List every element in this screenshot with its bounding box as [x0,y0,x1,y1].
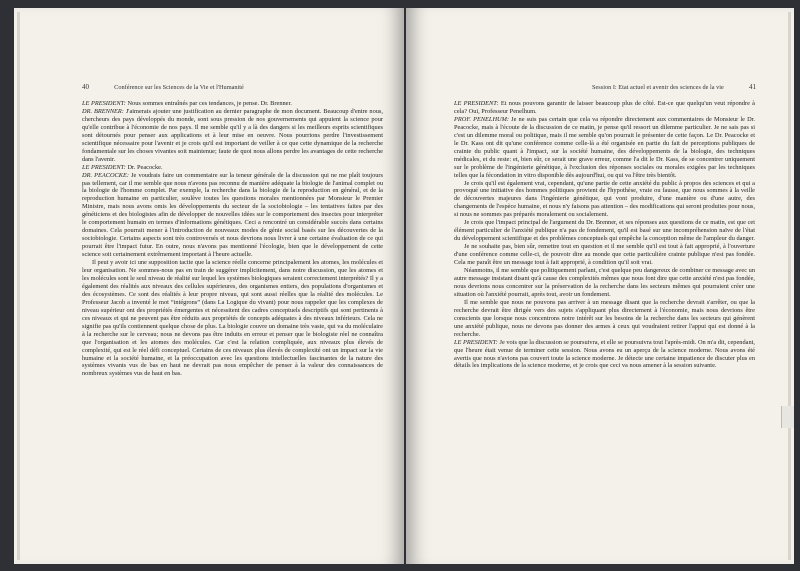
speaker-label: LE PRESIDENT: [454,100,499,107]
speaker-label: DR. BRENNER: [82,107,124,115]
paragraph [454,100,755,116]
speaker-label: LE PRESIDENT: [454,338,498,346]
page-edges [788,12,791,560]
paragraph-text: J'aimerais ajouter une justification au dernier paragraphe de mon document. Beaucoup d'entre nous, chercheurs des pays développés du monde, sont sous pression de nos gouvernements qui appuient la science pour qu'elle contribue à l'économie de nos pays. Il me semble qu'il y a là des dangers si les meilleurs esprits scientifiques sont détournés pour penser aux applications et à leur mise en oeuvre. Nous pourrions perdre l'investissement scientifique nécessaire pour l'avenir et je crois qu'il est important de veiller à ce que cette dynamique de la recherche fondamentale sur les choses vivantes soit maintenue; faute de quoi nous allons perdre les avantages de cette recherche dans l'avenir. [82,107,383,163]
paragraph-text: Nous sommes entraînés par ces tendances, je pense. Dr. Brenner. [125,100,292,107]
left-running-head [82,83,244,91]
speaker-label: PROF. PENELHUM: [454,115,510,123]
speaker-label: LE PRESIDENT: [82,163,126,171]
paragraph-text: Je crois qu'il est également vrai, cependant, qu'une partie de cette anxiété du public à propos des sciences et qui a provoqué une initiative des hommes politiques provient de l'hypothèse, vraie ou fausse, que nous sommes à la veille de découvertes majeures dans l'ingénierie génétique, qui vont produire, d'une manière ou d'une autre, des changements de l'espèce humaine, et nous n'y faisons pas attention – des modifications qui seront produites pour nous, si nous ne sommes pas préparés moralement ou socialement. [454,179,755,219]
left-running-title: Conférence sur les Sciences de la Vie et l'Humanité [114,84,244,91]
paragraph [82,164,383,172]
left-page-text [82,100,383,378]
paragraph-text: Je ne souhaite pas, bien sûr, remettre tout en question et il me semble qu'il est tout à fait approprié, à l'ouverture d'une conférence comme celle-ci, de pouvoir dire au monde que cette particulière crainte publique n'est pas fondée. Cela me paraît être un message tout à fait approprié, à condition qu'il soit vrai. [454,243,755,267]
paragraph [454,243,755,267]
right-running-title: Session I: Etat actuel et avenir des sciences de la vie [592,84,724,91]
open-book [14,8,794,564]
left-page-number: 40 [82,83,89,91]
speaker-label: LE PRESIDENT: [82,100,126,107]
paragraph-text: Il me semble que nous ne pouvons pas arriver à un message disant que la recherche devrait s'arrêter, ou que la recherche devrait être dirigée vers des sujets s'appliquant plus directement à l'économie, mais nous devrions être conscients que lorsque nous concentrons notre intérêt sur les besoins de la recherche dans les secteurs qui génèrent une anxiété publique, nous ne devons pas donner des armes à ceux qui voudraient retirer l'appui qui est donné à la recherche. [454,298,755,338]
paragraph-text: Je vois que la discussion se poursuivra, et elle se poursuivra tout l'après-midi. On m'a dit, cependant, que l'heure était venue de terminer cette session. Nous avons eu un aperçu de la science moderne. Nous avons été avertis que nous n'avions pas couvert toute la science moderne. Je détecte une certaine impatience de discuter plus en détails les implications de la science moderne, et je crois que ceci va nous amener à la session suivante. [454,338,755,370]
paragraph [82,100,383,108]
page-edges [17,12,20,560]
speaker-label: DR. PEACOCKE: [82,171,130,179]
paragraph-text: Je voudrais faire un commentaire sur la teneur générale de la discussion qui ne me plaît toujours pas tellement, car il me semble que nous n'avons pas reconnu de manière adéquate la biologie de l'animal complet ou la biologie de l'homme complet. Par exemple, la recherche dans la biologie de la reproduction en général, et de la reproduction humaine en particulier, soulève toutes les questions morales mentionnées par Monsieur le Premier Ministre, mais nous avons omis les développements du secteur de la sociobiologie – les tentatives faites par des généticiens et des biologistes afin de développer de nouvelles idées sur le comportement des insectes pour interpréter le comportement humain en termes d'informations génétiques. Ceci a rencontré un considérable succès dans certains domaines. Cela pourrait mener à l'introduction de nouveaux modes de génie social basés sur les découvertes de la sociobiologie. Certains aspects sont très controversés et nous devrions nous livrer à une certaine évaluation de ce qui pourrait être l'impact futur. En outre, nous n'avons pas mentionné l'écologie, bien que le développement de cette science soit certainement extrêmement important à l'heure actuelle. [82,171,383,259]
right-page [406,8,794,564]
right-page-number: 41 [749,83,756,91]
paragraph-text: Dr. Peacocke. [125,163,163,171]
paragraph [454,267,755,299]
paragraph [454,339,755,371]
paragraph-text: Néanmoins, il me semble que politiquement parlant, c'est quelque peu dangereux de combiner ce message avec un autre message insistant disant qu'à cause des complexités mêmes que nous font dire que cette anxiété n'est pas fondée, nous devrions nous concentrer sur la préservation de la recherche dans les secteurs mêmes qui pourraient créer une situation où l'anxiété pourrait, après tout, avoir un fondement. [454,267,755,298]
paragraph [454,219,755,243]
paragraph [82,259,383,378]
right-running-head [592,83,756,91]
left-page [14,8,404,564]
paragraph [454,180,755,220]
paragraph [82,108,383,164]
paragraph [454,299,755,339]
right-page-text [454,100,755,370]
paragraph-text: Je ne suis pas certain que cela va répondre directement aux commentaires de Monsieur le Dr. Peacocke, mais à l'écoute de la discussion de ce matin, je pense qu'il ressort un dilemme particulier. Je ne sais pas si c'est un dilemme moral ou politique, mais il me semble qu'on pourrait le présenter de cette façon. Le Dr. Peacocke et le Dr. Kass ont dit qu'une conférence comme celle-là a été organisée en partie du fait de perceptions publiques de crainte du public quant à l'impact, sur la société humaine, des développements de la biologie, des techniques médicales, et du reste: et, bien sûr, ce serait une grave erreur, comme l'a dit le Dr. Kass, de se concentrer uniquement sur le problème de l'ingénierie génétique, à l'exclusion des réponses sociales ou morales exigées par les techniques telles que la fécondation in vitro disponible dès aujourd'hui, ou qui va l'être très bientôt. [454,115,755,179]
paragraph-text: Il peut y avoir ici une supposition tacite que la science réelle concerne principalement les atomes, les molécules et leur organisation. Ne sommes-nous pas en train de suggérer implicitement, dans notre discussion, que les atomes et les molécules sont le seul niveau de réalité sur lequel les systèmes biologiques seraient correctement interprétés? Il y a également des réalités aux niveaux des cellules supérieures, des organismes entiers, des populations d'organismes et des écosystèmes. Ce sont des réalités à leur propre niveau, qui sont aussi réelles que la réalité des molécules. Le Professeur Jacob a inventé le mot “intégrons” (dans La Logique du vivant) pour nous rappeler que les complexes de niveau supérieur ont des propriétés émergentes et nécessitent des cadres conceptuels descriptifs qui sont pertinents à ces niveaux et qui ne peuvent pas être réduits aux propriétés de concepts adéquates à des niveaux inférieurs. Cela ne signifie pas qu'ils contiennent quelque chose de plus. La biologie couvre un domaine très vaste, qui va du moléculaire à la recherche sur le cerveau; nous ne devons pas être induits en erreur et penser que le biologiste réel ne connaîtra que l'organisation et les atomes des molécules. Car c'est la relation compliquée, aux niveaux plus élevés de complexité, qui est le réel défi conceptuel. Certains de ces niveaux plus élevés de complexité ont un impact sur la vie humaine et la société humaine, et la préoccupation avec les questions intellectuelles fascinantes de la nature des systèmes vivants vus de bas en haut ne devrait pas nous empêcher de penser à la valeur des connaissances de nombreux systèmes vus de haut en bas. [82,259,383,378]
paragraph [82,172,383,259]
paragraph [454,116,755,180]
paragraph-text: Et nous pouvons garantir de laisser beaucoup plus de côté. Est-ce que quelqu'un veut répondre à cela? Oui, Professeur Penelhum. [454,100,755,115]
page-clip [781,406,794,428]
paragraph-text: Je crois que l'impact principal de l'argument du Dr. Brenner, et ses réponses aux questions de ce matin, est que cet élément particulier de l'anxiété publique n'a pas de fondement, qu'il est basé sur une incompréhension naïve de l'état du développement scientifique et des problèmes conceptuels qui empêche la conception même de l'ampleur du danger. [454,219,755,243]
